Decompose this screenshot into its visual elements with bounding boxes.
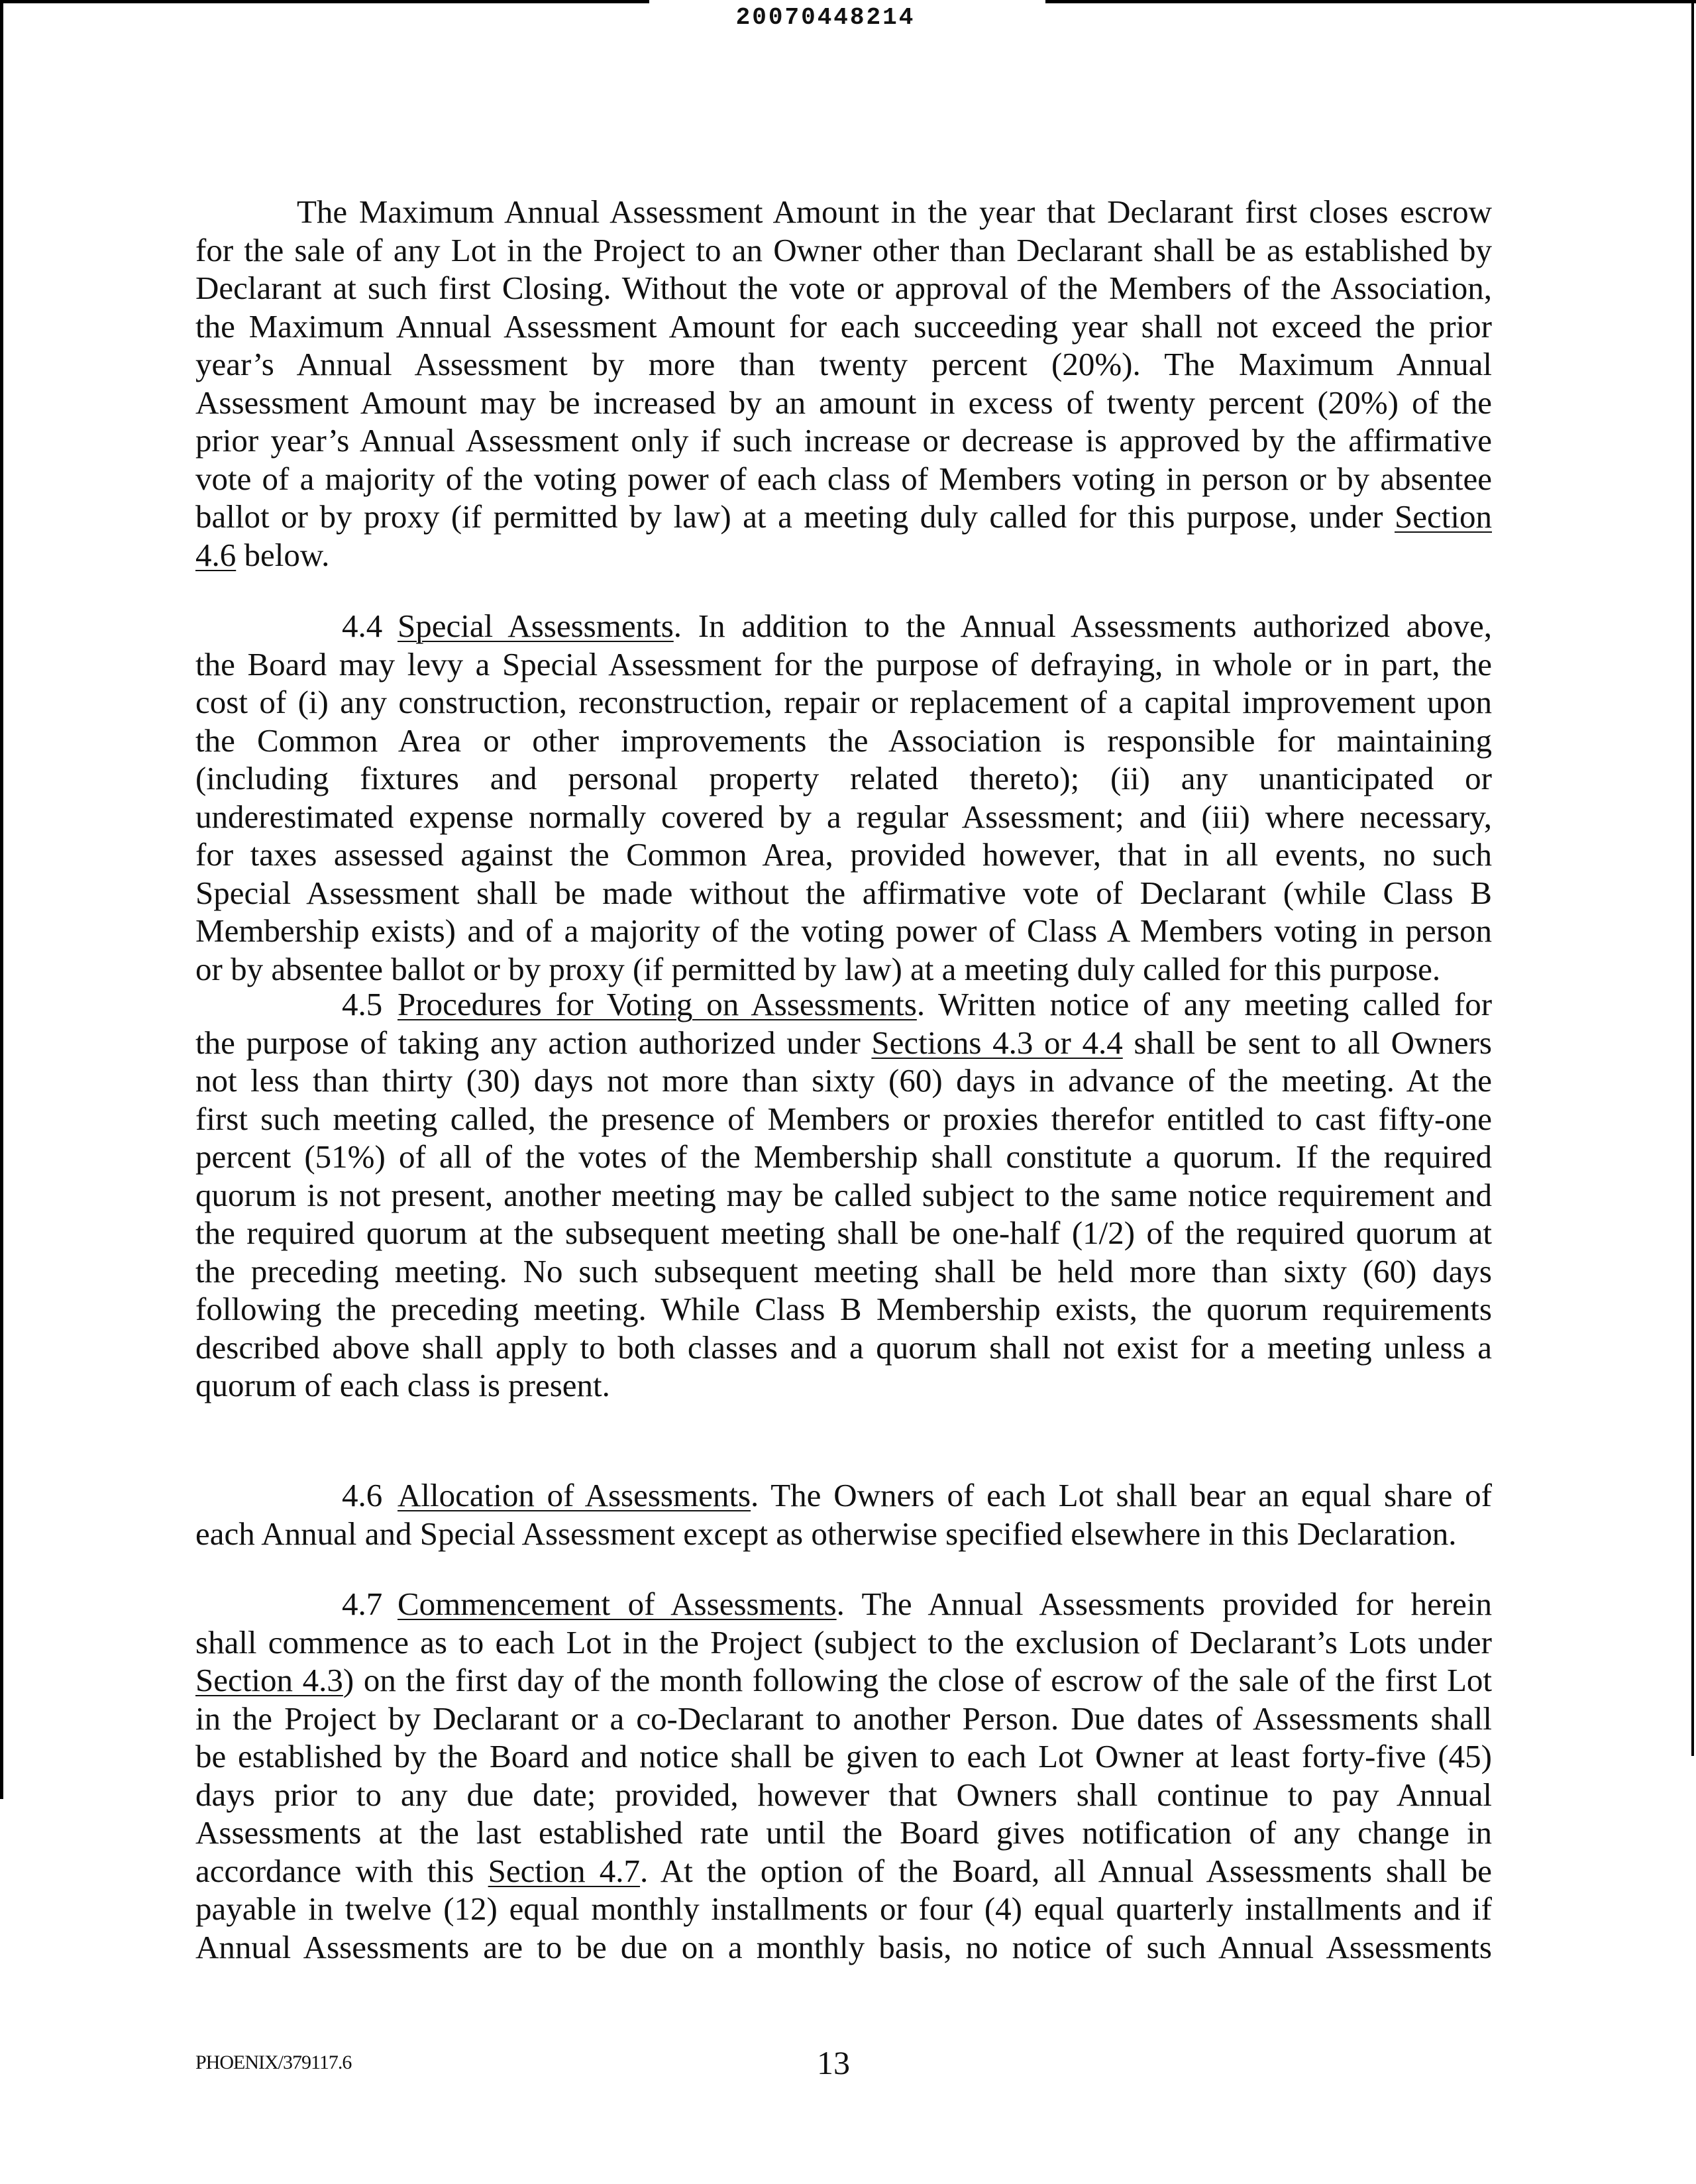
paragraph-section-4-4 <box>195 607 1492 988</box>
underlined-reference: Special Assessments <box>398 608 674 644</box>
page-number: 13 <box>817 2044 850 2081</box>
top-border-right <box>1045 0 1696 3</box>
text-segment: days prior to any due date; provided, however that Owners shall continue to pay Annual <box>195 1776 1492 1813</box>
text-segment: the Common Area or other improvements the Association is responsible for maintaining <box>195 722 1492 759</box>
footer-document-id: PHOENIX/379117.6 <box>195 2051 352 2073</box>
text-segment: described above shall apply to both classes and a quorum shall not exist for a meeting unless a <box>195 1329 1492 1366</box>
section-number: 4.6 <box>342 1477 383 1513</box>
text-line <box>195 384 1492 422</box>
text-segment: . At the option of the Board, all Annual Assessments shall be <box>640 1852 1492 1889</box>
text-line <box>195 1214 1492 1252</box>
text-line <box>195 307 1492 346</box>
text-line <box>195 1814 1492 1852</box>
text-line <box>195 1024 1492 1062</box>
text-line <box>195 1700 1492 1738</box>
text-segment: quorum is not present, another meeting may be called subject to the same notice requirement and <box>195 1176 1492 1213</box>
text-line <box>195 1138 1492 1176</box>
text-line <box>195 912 1492 950</box>
text-line <box>195 1585 1492 1623</box>
paragraph-section-4-6 <box>195 1476 1492 1553</box>
underlined-reference: Procedures for Voting on Assessments <box>398 986 917 1022</box>
section-number: 4.7 <box>342 1586 383 1622</box>
text-line <box>195 1852 1492 1890</box>
text-segment: not less than thirty (30) days not more than sixty (60) days in advance of the meeting. At the <box>195 1062 1492 1099</box>
text-segment: below. <box>236 536 330 573</box>
text-segment: . Written notice of any meeting called for <box>916 986 1493 1022</box>
text-line <box>195 345 1492 384</box>
text-segment: Membership exists) and of a majority of the voting power of Class A Members voting in person <box>195 912 1492 949</box>
text-segment: the required quorum at the subsequent meeting shall be one-half (1/2) of the required quorum at <box>195 1215 1492 1251</box>
text-line <box>195 1062 1492 1100</box>
text-segment: first such meeting called, the presence of Members or proxies therefor entitled to cast fifty-one <box>195 1100 1492 1137</box>
text-segment: prior year’s Annual Assessment only if such increase or decrease is approved by the affirmative <box>195 422 1492 459</box>
underlined-reference: 4.6 <box>195 536 237 573</box>
underlined-reference: Sections 4.3 or 4.4 <box>871 1024 1123 1061</box>
text-segment: . The Annual Assessments provided for herein <box>836 1586 1493 1622</box>
text-line <box>195 536 1492 574</box>
text-segment: shall commence as to each Lot in the Project (subject to the exclusion of Declarant’s Lots under <box>195 1623 1492 1661</box>
text-segment: Declarant at such first Closing. Without the vote or approval of the Members of the Association, <box>195 270 1492 306</box>
text-line <box>195 950 1492 989</box>
text-line <box>195 498 1492 536</box>
text-segment: accordance with this <box>195 1852 488 1889</box>
text-segment: the purpose of taking any action authorized under <box>195 1024 872 1061</box>
paragraph-section-4-7 <box>195 1585 1492 1966</box>
text-line <box>195 985 1492 1024</box>
text-line <box>195 607 1492 645</box>
text-line <box>195 874 1492 912</box>
text-line <box>195 1737 1492 1776</box>
text-line <box>195 1176 1492 1215</box>
text-line <box>195 231 1492 270</box>
text-line <box>195 460 1492 498</box>
text-segment: each Annual and Special Assessment except as otherwise specified elsewhere in this Declaration. <box>195 1515 1457 1552</box>
text-segment: in the Project by Declarant or a co-Declarant to another Person. Due dates of Assessments shall <box>195 1700 1492 1737</box>
text-segment: or by absentee ballot or by proxy (if permitted by law) at a meeting duly called for this purpose. <box>195 950 1441 987</box>
text-line <box>195 759 1492 798</box>
recording-number: 20070448214 <box>735 4 916 31</box>
text-segment: Annual Assessments are to be due on a monthly basis, no notice of such Annual Assessments <box>195 1928 1492 1965</box>
text-line <box>195 1366 1492 1405</box>
text-line <box>195 193 1492 231</box>
text-segment: following the preceding meeting. While Class B Membership exists, the quorum requirements <box>195 1291 1492 1327</box>
text-line <box>195 683 1492 722</box>
underlined-reference: Commencement of Assessments <box>398 1586 837 1622</box>
text-line <box>195 1890 1492 1928</box>
text-segment: percent (51%) of all of the votes of the Membership shall constitute a quorum. If the required <box>195 1138 1492 1175</box>
text-line <box>195 1329 1492 1367</box>
text-segment: ballot or by proxy (if permitted by law) at a meeting duly called for this purpose, under <box>195 498 1395 535</box>
text-segment: the preceding meeting. No such subsequent meeting shall be held more than sixty (60) days <box>195 1252 1492 1289</box>
text-line <box>195 1290 1492 1329</box>
text-line <box>195 1928 1492 1967</box>
text-segment: underestimated expense normally covered by a regular Assessment; and (iii) where necessary, <box>195 798 1492 835</box>
text-segment: Assessment Amount may be increased by an amount in excess of twenty percent (20%) of the <box>195 384 1492 421</box>
text-segment: ) on the first day of the month following the close of escrow of the sale of the first Lot <box>343 1662 1492 1698</box>
text-line <box>195 836 1492 874</box>
text-segment: payable in twelve (12) equal monthly installments or four (4) equal quarterly installments and if <box>195 1890 1492 1927</box>
text-segment: be established by the Board and notice shall be given to each Lot Owner at least forty-five (45) <box>195 1738 1492 1774</box>
text-segment: The Maximum Annual Assessment Amount in the year that Declarant first closes escrow <box>297 193 1492 230</box>
text-line <box>195 1776 1492 1814</box>
text-line <box>195 1661 1492 1700</box>
text-segment: shall be sent to all Owners <box>1122 1024 1492 1061</box>
text-line <box>195 798 1492 836</box>
section-number: 4.5 <box>342 986 383 1022</box>
text-line <box>195 269 1492 307</box>
top-border-left <box>0 0 649 3</box>
text-line <box>195 1623 1492 1662</box>
underlined-reference: Allocation of Assessments <box>398 1477 751 1513</box>
underlined-reference: Section 4.3 <box>195 1662 343 1698</box>
text-segment: Assessments at the last established rate until the Board gives notification of any change in <box>195 1814 1492 1851</box>
text-segment: (including fixtures and personal property related thereto); (ii) any unanticipated or <box>195 760 1492 796</box>
text-segment: cost of (i) any construction, reconstruction, repair or replacement of a capital improvement upon <box>195 684 1492 720</box>
text-segment: the Maximum Annual Assessment Amount for each succeeding year shall not exceed the prior <box>195 307 1492 345</box>
text-segment: . In addition to the Annual Assessments authorized above, <box>673 608 1492 644</box>
underlined-reference: Section 4.7 <box>488 1852 641 1889</box>
text-line <box>195 421 1492 460</box>
text-segment: year’s Annual Assessment by more than twenty percent (20%). The Maximum Annual <box>195 346 1492 382</box>
text-segment: . The Owners of each Lot shall bear an equal share of <box>751 1477 1492 1513</box>
text-segment: quorum of each class is present. <box>195 1367 610 1403</box>
paragraph-max-annual-assessment <box>195 193 1492 574</box>
text-line <box>195 1252 1492 1291</box>
text-segment: the Board may levy a Special Assessment for the purpose of defraying, in whole or in part, the <box>195 645 1492 682</box>
text-line <box>195 722 1492 760</box>
section-number: 4.4 <box>342 608 383 644</box>
right-border <box>1691 0 1694 1756</box>
text-segment: for the sale of any Lot in the Project to an Owner other than Declarant shall be as established by <box>195 231 1492 268</box>
text-segment: vote of a majority of the voting power of each class of Members voting in person or by absentee <box>195 460 1492 497</box>
text-line <box>195 645 1492 684</box>
text-line <box>195 1476 1492 1515</box>
text-line <box>195 1515 1492 1553</box>
left-border <box>0 0 3 1799</box>
text-segment: Special Assessment shall be made without the affirmative vote of Declarant (while Class B <box>195 874 1492 911</box>
paragraph-section-4-5 <box>195 985 1492 1405</box>
text-line <box>195 1100 1492 1138</box>
text-segment: for taxes assessed against the Common Area, provided however, that in all events, no such <box>195 836 1492 873</box>
underlined-reference: Section <box>1395 498 1492 535</box>
